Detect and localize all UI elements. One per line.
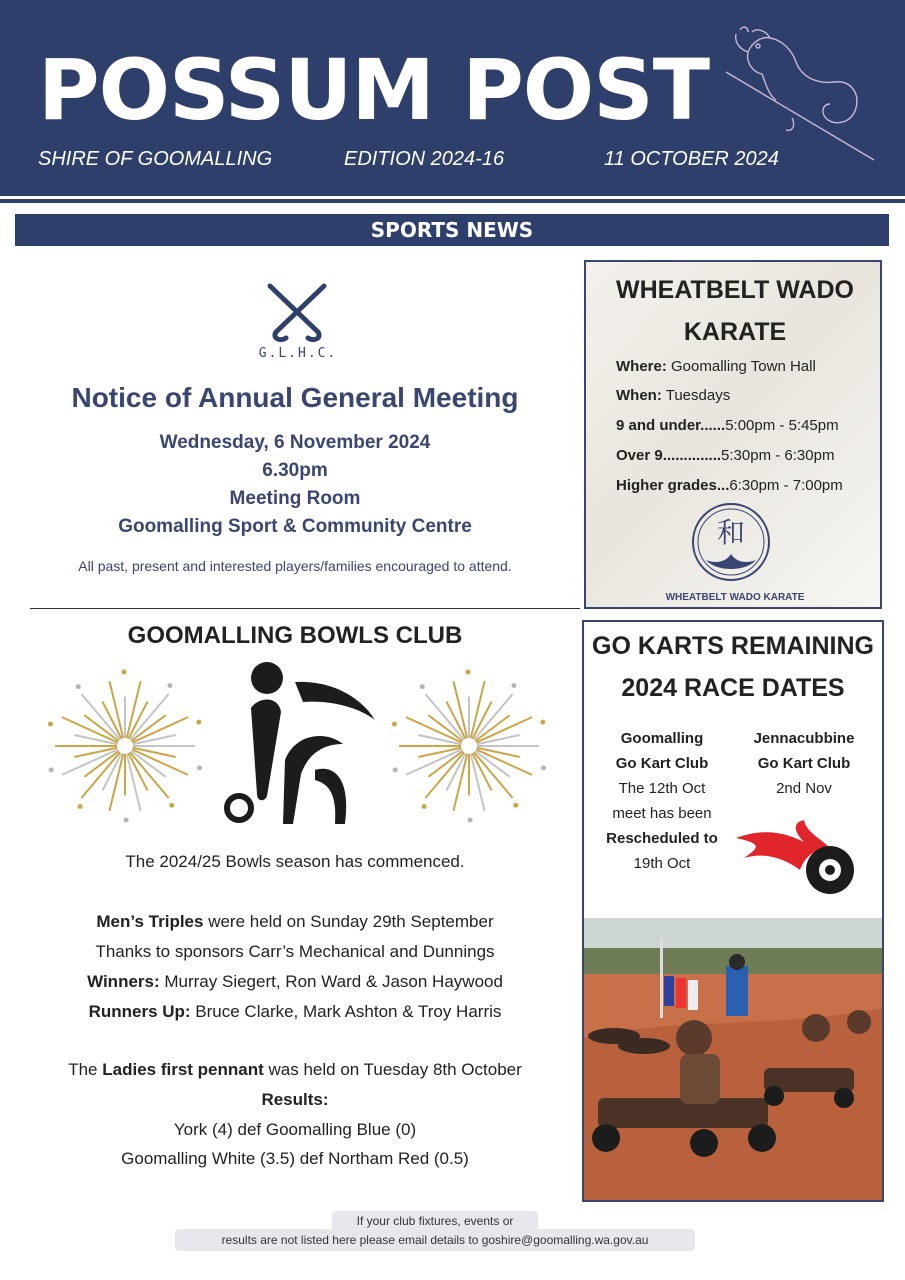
agm-time: 6.30pm [262,460,328,481]
bowls-runners-up [30,1002,560,1022]
club-name: Jennacubbine [753,730,855,747]
flaming-wheel-icon [734,818,859,898]
karate-session-time: 6:30pm - 7:00pm [729,477,843,494]
bowls-season: The 2024/25 Bowls season has commenced. [125,852,465,871]
karate-session [616,477,843,494]
bowls-pennant [30,1060,560,1080]
hockey-club-abbreviation: G.L.H.C. [258,346,338,361]
agm-room: Meeting Room [229,488,361,509]
karate-where [616,358,816,375]
bowls-winners [30,972,560,992]
triples-text: were held on Sunday 29th September [203,912,494,931]
fireworks-left-icon [48,670,202,823]
footer-note-line1: If your club fixtures, events or [332,1211,538,1231]
club-note: The 12th Oct [618,780,706,797]
karate-title-line2: KARATE [683,318,787,346]
runners-text: Bruce Clarke, Mark Ashton & Troy Harris [190,1002,502,1021]
goomalling-kart-club [592,726,732,876]
results-label: Results: [261,1090,329,1109]
fireworks-right-icon [392,670,546,823]
agm-venue: Goomalling Sport & Community Centre [118,516,472,537]
fireworks-bowler-illustration [45,660,557,832]
karate-logo [686,502,776,588]
agm-date: Wednesday, 6 November 2024 [159,432,431,453]
club-date: 19th Oct [633,855,691,872]
club-name: Goomalling [620,730,704,747]
bowls-sponsors: Thanks to sponsors Carr’s Mechanical and Dunnings [95,942,495,961]
pennant-text: was held on Tuesday 8th October [263,1060,522,1079]
masthead-rule [0,199,905,203]
pennant-label: Ladies first pennant [102,1060,264,1079]
karate-session-label: Over 9.............. [616,447,722,464]
karate-session-label: 9 and under...... [616,417,726,434]
karate-session-label: Higher grades... [616,477,730,494]
karts-title-line1: GO KARTS REMAINING [592,632,874,660]
agm-note: All past, present and interested players/families encouraged to attend. [78,558,512,574]
karate-session-time: 5:00pm - 5:45pm [725,417,839,434]
bowler-icon [227,662,375,824]
club-name: Go Kart Club [757,755,851,772]
club-date: 2nd Nov [776,780,832,797]
karate-title-line1: WHEATBELT WADO [616,276,854,304]
karate-where-label: Where: [616,358,667,375]
karate-caption: WHEATBELT WADO KARATE [665,592,805,603]
triples-label: Men’s Triples [96,912,204,931]
karate-logo-glyph: 和 [716,516,746,549]
runners-label: Runners Up: [88,1002,191,1021]
club-note: Rescheduled to [606,830,718,847]
result-line: York (4) def Goomalling Blue (0) [173,1120,417,1139]
agm-title: Notice of Annual General Meeting [71,382,519,413]
edition-number: EDITION 2024-16 [344,148,505,170]
karate-panel [584,260,882,609]
bowls-triples [30,912,560,932]
pennant-pre: The [68,1060,103,1079]
go-kart-race-photo [584,918,882,1202]
karate-session-time: 5:30pm - 6:30pm [721,447,835,464]
shire-name: SHIRE OF GOOMALLING [38,148,273,170]
club-note: meet has been [612,805,712,822]
footer-note-line2: results are not listed here please email details to goshire@goomalling.wa.gov.au [175,1229,695,1251]
result-line: Goomalling White (3.5) def Northam Red (0.5) [121,1149,469,1168]
karts-title-line2: 2024 RACE DATES [621,674,845,702]
jennacubbine-kart-club [734,726,874,801]
bowls-title: GOOMALLING BOWLS CLUB [127,622,463,649]
karate-when [616,387,730,404]
hockey-sticks-icon [262,282,332,344]
issue-date: 11 OCTOBER 2024 [604,148,779,170]
club-name: Go Kart Club [615,755,709,772]
winners-label: Winners: [87,972,160,991]
section-heading: SPORTS NEWS [15,214,889,246]
karate-where-value: Goomalling Town Hall [671,358,816,375]
newsletter-title: POSSUM POST [38,41,710,139]
karate-session [616,417,839,434]
possum-icon [722,22,882,172]
go-karts-panel [582,620,884,1202]
karate-when-value: Tuesdays [665,387,731,404]
section-divider [30,608,580,609]
winners-text: Murray Siegert, Ron Ward & Jason Haywood [159,972,503,991]
karate-session [616,447,834,464]
karate-when-label: When: [616,387,662,404]
masthead [0,0,905,196]
